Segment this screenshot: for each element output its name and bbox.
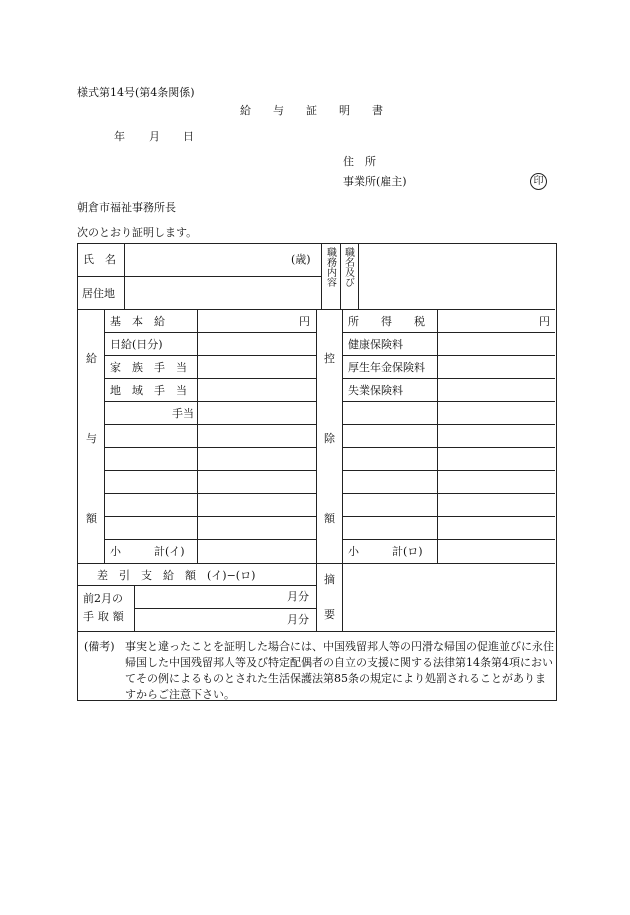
subtotal-b-label: 小 計(ロ) <box>348 545 423 558</box>
grid-row-line <box>104 378 316 379</box>
grid-row-line <box>342 447 555 448</box>
address-label: 住 所 <box>343 155 376 168</box>
basic-pay-yen: 円 <box>299 315 310 328</box>
document-title: 給 与 証 明 書 <box>240 104 383 117</box>
col-divider <box>321 243 322 309</box>
date-day: 日 <box>183 130 194 143</box>
health-insurance-label: 健康保険料 <box>348 338 403 351</box>
income-tax-yen: 円 <box>539 315 550 328</box>
pension-insurance-label: 厚生年金保険料 <box>348 361 425 374</box>
regional-allowance-label: 地 域 手 当 <box>110 384 187 397</box>
income-tax-label: 所 得 税 <box>348 315 425 328</box>
col-divider <box>104 309 105 563</box>
date-month: 月 <box>149 130 160 143</box>
row-divider <box>77 631 555 632</box>
grid-row-line <box>104 470 316 471</box>
residence-field[interactable] <box>125 277 321 309</box>
employer-label: 事業所(雇主) <box>343 175 407 188</box>
deduction-side-label-1: 控 <box>324 352 335 365</box>
other-allowance-label: 手当 <box>172 407 194 420</box>
deduction-side-label-2: 除 <box>324 432 335 445</box>
residence-label: 居住地 <box>82 287 115 300</box>
grid-row-line <box>342 516 555 517</box>
grid-row-line <box>342 493 555 494</box>
deduction-side-label-3: 額 <box>324 512 335 525</box>
prev2-label-a: 前2月の <box>83 592 123 605</box>
grid-row-line <box>104 539 316 540</box>
pay-side-label-3: 額 <box>86 512 97 525</box>
grid-row-line <box>342 470 555 471</box>
pay-side-label-1: 給 <box>86 352 97 365</box>
date-year: 年 <box>114 130 125 143</box>
month-unit-1: 月分 <box>287 590 309 603</box>
unemployment-insurance-label: 失業保険料 <box>348 384 403 397</box>
grid-row-line <box>342 424 555 425</box>
subtotal-a-label: 小 計(イ) <box>110 545 185 558</box>
grid-row-line <box>104 355 316 356</box>
row-divider <box>77 585 316 586</box>
family-allowance-label: 家 族 手 当 <box>110 361 187 374</box>
col-divider <box>316 309 317 631</box>
form-number: 様式第14号(第4条関係) <box>77 86 195 99</box>
seal-mark: 印 <box>530 173 547 190</box>
prev2-label-b: 手取額 <box>83 610 128 623</box>
notes-label: (備考) <box>84 640 115 653</box>
certificate-form <box>77 243 557 701</box>
col-divider <box>340 243 341 309</box>
grid-row-line <box>104 401 316 402</box>
name-label: 氏 名 <box>83 253 116 266</box>
col-divider <box>197 309 198 563</box>
grid-row-line <box>104 332 316 333</box>
addressee: 朝倉市福祉事務所長 <box>77 201 176 214</box>
grid-row-line <box>104 493 316 494</box>
pay-side-label-2: 与 <box>86 432 97 445</box>
job-title-label: 職名及び <box>342 247 354 287</box>
remarks-side-label-1: 摘 <box>324 573 335 586</box>
notes-text: 事実と違ったことを証明した場合には、中国残留邦人等の円滑な帰国の促進並びに永住帰国した中国残留邦人等及び特定配偶者の自立の支援に関する法律第14条第4項においてその例によるものとされた生活保護法第85条の規定により処罰されることがありますからご注意下さい。 <box>125 640 554 701</box>
basic-pay-label: 基 本 給 <box>110 315 165 328</box>
grid-row-line <box>104 447 316 448</box>
remarks-side-label-2: 要 <box>324 608 335 621</box>
grid-row-line <box>342 378 555 379</box>
net-pay-label: 差 引 支 給 額 (イ)−(ロ) <box>97 569 256 582</box>
grid-row-line <box>342 355 555 356</box>
grid-row-line <box>104 516 316 517</box>
age-label: (歳) <box>291 253 311 266</box>
row-divider <box>134 608 316 609</box>
grid-row-line <box>342 401 555 402</box>
job-field[interactable] <box>359 244 555 309</box>
col-divider <box>134 585 135 631</box>
grid-row-line <box>104 424 316 425</box>
grid-row-line <box>342 539 555 540</box>
grid-row-line <box>342 332 555 333</box>
daily-pay-label: 日給(日分) <box>110 338 163 351</box>
certification-statement: 次のとおり証明します。 <box>77 226 198 239</box>
month-unit-2: 月分 <box>287 613 309 626</box>
form-border <box>77 243 557 701</box>
col-divider <box>437 309 438 563</box>
remarks-field[interactable] <box>343 564 555 631</box>
job-content-label: 職務内容 <box>324 247 336 287</box>
